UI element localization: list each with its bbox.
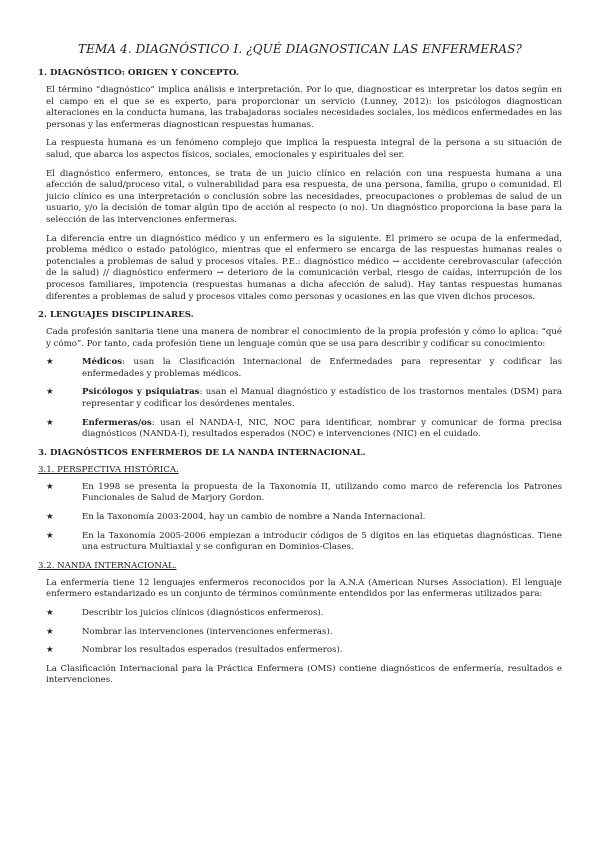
star-icon: ★ (46, 512, 54, 523)
section-heading-1: 1. DIAGNÓSTICO: ORIGEN Y CONCEPTO. (38, 68, 239, 78)
bullet-text: En la Taxonomía 2005-2006 empiezan a introducir códigos de 5 dígitos en las etiquetas diagnósticas. Tiene una estructura Multiaxial y se configuran en Dominios-Clases. (82, 530, 562, 553)
star-icon: ★ (46, 626, 54, 637)
paragraph: La Clasificación Internacional para la Práctica Enfermera (OMS) contiene diagnósticos de enfermería, resultados e intervenciones. (46, 663, 562, 686)
section-heading-2: 2. LENGUAJES DISCIPLINARES. (38, 310, 194, 321)
bullet-text: Describir los juicios clínicos (diagnósticos enfermeros). (82, 608, 324, 618)
section-heading-3: 3. DIAGNÓSTICOS ENFERMEROS DE LA NANDA INTERNACIONAL. (38, 447, 366, 458)
page-title: TEMA 4. DIAGNÓSTICO I. ¿QUÉ DIAGNOSTICAN LAS ENFERMERAS? (77, 42, 522, 56)
bullet-text: Nombrar las intervenciones (intervenciones enfermeras). (82, 626, 333, 637)
bullet-text: : usan el Manual diagnóstico y estadístico de los trastornos mentales (DSM) para representar y codificar los desórdenes mentales. (82, 387, 562, 410)
bullet-text: En 1998 se presenta la propuesta de la Taxonomía II, utilizando como marco de referencia los Patrones Funcionales de Salud de Marjory Gordon. (82, 481, 562, 504)
star-icon: ★ (46, 387, 54, 398)
list-item (46, 627, 562, 639)
list-item (46, 387, 562, 410)
star-icon: ★ (46, 481, 54, 492)
list-item (46, 512, 562, 524)
list-item (46, 645, 562, 657)
paragraph: El término “diagnóstico” implica análisis e interpretación. Por lo que, diagnosticar es interpretar los datos según en el campo en el que se es experto, para proporcionar un servicio (Lunney, 2012): los psicólogos diagnostican alteraciones en la conducta humana, las trabajadoras sociales necesidades sociales, los médicos enfermedades en las personas y las enfermeras diagnostican respuestas humanas. (46, 85, 562, 130)
star-icon: ★ (46, 608, 54, 618)
star-icon: ★ (46, 417, 54, 428)
bullet-lead: Enfermeras/os (82, 417, 152, 428)
subsection-heading: 3.2. NANDA INTERNACIONAL. (38, 560, 177, 571)
bullet-text: Nombrar los resultados esperados (resultados enfermeros). (82, 645, 343, 656)
paragraph: La enfermería tiene 12 lenguajes enfermeros reconocidos por la A.N.A (American Nurses Association). El lenguaje enfermero estandarizado es un conjunto de términos comúnmente entendidos por las enfermeras utilizados para: (46, 577, 562, 600)
paragraph: La respuesta humana es un fenómeno complejo que implica la respuesta integral de la persona a su situación de salud, que abarca los aspectos físicos, sociales, emocionales y espirituales del ser. (46, 138, 562, 160)
bullet-text: En la Taxonomía 2003-2004, hay un cambio de nombre a Nanda Internacional. (82, 512, 426, 523)
paragraph: El diagnóstico enfermero, entonces, se trata de un juicio clínico en relación con una respuesta humana a una afección de salud/proceso vital, o vulnerabilidad para esa respuesta, de una persona, familia, grupo o comunidad. El juicio clínico es una interpretación o conclusión sobre las necesidades, preocupaciones o problemas de salud de un usuario, y/o la decisión de tomar algún tipo de acción al respecto (o no). Un diagnóstico proporciona la base para la selección de las intervenciones enfermeras. (46, 168, 562, 225)
subsection-heading: 3.1. PERSPECTIVA HISTÓRICA. (38, 464, 179, 475)
paragraph: Cada profesión sanitaria tiene una manera de nombrar el conocimiento de la propia profesión y cómo lo aplica: “qué y cómo”. Por tanto, cada profesión tiene un lenguaje común que se usa para describir y codificar su conocimiento: (46, 327, 562, 349)
bullet-text: : usan el NANDA-I, NIC, NOC para identificar, nombrar y comunicar de forma precisa diagnósticos (NANDA-I), resultados esperados (NOC) e intervenciones (NIC) en el cuidado. (82, 417, 562, 440)
list-item (46, 482, 562, 505)
bullet-text: : usan la Clasificación Internacional de Enfermedades para representar y codificar las enfermedades y problemas médicos. (82, 357, 562, 379)
bullet-lead: Psicólogos y psiquiatras (82, 387, 200, 398)
list-item (46, 608, 562, 620)
bullet-lead: Médicos (82, 357, 123, 368)
paragraph: La diferencia entre un diagnóstico médico y un enfermero es la siguiente. El primero se ocupa de la enfermedad, problema médico o estado patológico, mientras que el enfermero se encarga de las respuestas humanas reales o potenciales a problemas de salud y procesos vitales. P.E.: diagnóstico médico → accidente cerebrovascular (afección de la salud) // diagnóstico enfermero → deterioro de la comunicación verbal, riesgo de caídas, interrupción de los procesos familiares, impotencia (respuestas humanas a dicha afección de salud). Hay tantas respuestas humanas diferentes a problemas de salud y procesos vitales como personas y ocasiones en las que viven dichos procesos. (46, 233, 562, 302)
list-item (46, 531, 562, 554)
star-icon: ★ (46, 645, 54, 656)
star-icon: ★ (46, 530, 54, 541)
star-icon: ★ (46, 357, 54, 368)
list-item (46, 418, 562, 441)
list-item (46, 357, 562, 380)
